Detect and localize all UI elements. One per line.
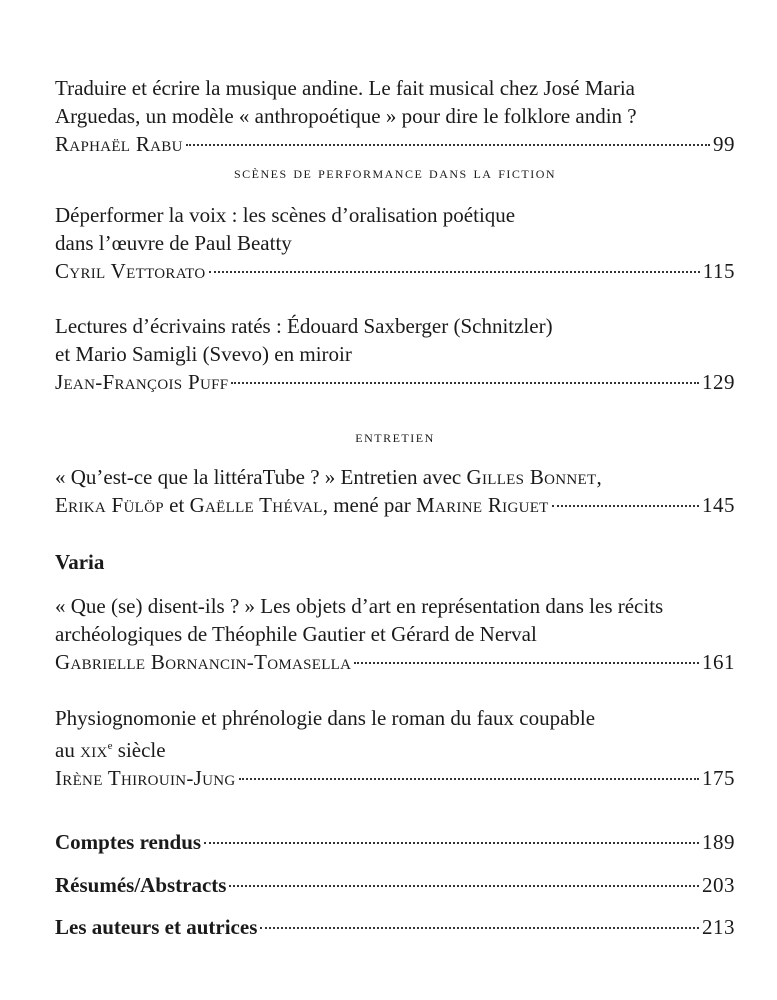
entry-author-row (55, 648, 735, 676)
dot-leader (354, 662, 699, 664)
entry-title-line: « Que (se) disent-ils ? » Les objets d’art en représentation dans les récits (55, 594, 664, 618)
interview-text: , (596, 465, 602, 489)
dot-leader (186, 144, 710, 146)
entry-title-line: archéologiques de Théophile Gautier et Gérard de Nerval (55, 622, 537, 646)
entry-page-number: 115 (702, 259, 735, 283)
entry-author: Raphaël Rabu (55, 132, 183, 156)
entry-author: Gabrielle Bornancin-Tomasella (55, 650, 352, 674)
back-matter-row (55, 871, 735, 899)
dot-leader (209, 271, 700, 273)
section-heading-performance: scènes de performance dans la fiction (233, 163, 557, 182)
entry-page-number: 99 (713, 132, 735, 156)
dot-leader (552, 505, 699, 507)
entry-title-line: Traduire et écrire la musique andine. Le fait musical chez José Maria (55, 76, 636, 100)
dot-leader (239, 778, 699, 780)
entry-author: Cyril Vettorato (55, 259, 206, 283)
section-heading-varia: Varia (55, 550, 105, 574)
entry-page-number: 129 (702, 370, 735, 394)
interview-name: Marine Riguet (416, 493, 549, 517)
interview-name: Gaëlle Théval (189, 493, 323, 517)
back-matter-row (55, 913, 735, 941)
toc-entry[interactable] (55, 201, 735, 285)
superscript: e (107, 740, 113, 752)
entry-author-row (55, 764, 735, 792)
dot-leader (229, 885, 699, 887)
entry-title-text: au (55, 738, 81, 762)
entry-page-number: 203 (702, 873, 735, 897)
entry-page-number: 213 (702, 915, 735, 939)
interview-text: « Qu’est-ce que la littéraTube ? » Entretien avec (55, 465, 467, 489)
toc-entry-auteurs[interactable] (55, 913, 735, 941)
interview-name: Erika Fülöp (55, 493, 164, 517)
entry-author: Jean-François Puff (55, 370, 229, 394)
toc-entry-interview[interactable] (55, 463, 735, 519)
entry-author: Irène Thirouin-Jung (55, 766, 236, 790)
entry-title-line (55, 732, 735, 764)
dot-leader (204, 842, 699, 844)
toc-entry[interactable] (55, 74, 735, 158)
dot-leader (231, 382, 699, 384)
toc-entry[interactable] (55, 312, 735, 396)
entry-page-number: 161 (702, 650, 735, 674)
entry-page-number: 175 (702, 766, 735, 790)
entry-page-number: 145 (702, 493, 735, 517)
entry-title-line: et Mario Samigli (Svevo) en miroir (55, 342, 352, 366)
entry-title-line: Déperformer la voix : les scènes d’oralisation poétique (55, 203, 516, 227)
dot-leader (260, 927, 699, 929)
entry-title-line: Arguedas, un modèle « anthropoétique » pour dire le folklore andin ? (55, 104, 637, 128)
toc-entry-resumes[interactable] (55, 871, 735, 899)
entry-page-number: 189 (702, 830, 735, 854)
toc-entry[interactable] (55, 592, 735, 676)
toc-entry[interactable] (55, 704, 735, 792)
interview-name: Gilles Bonnet (466, 465, 597, 489)
entry-title-line: Physiognomonie et phrénologie dans le roman du faux coupable (55, 706, 596, 730)
entry-title-line: Lectures d’écrivains ratés : Édouard Saxberger (Schnitzler) (55, 314, 553, 338)
back-matter-row (55, 828, 735, 856)
interview-line-1 (55, 463, 735, 491)
entry-author-row (55, 368, 735, 396)
entry-title-text: siècle (112, 738, 166, 762)
back-matter-label: Les auteurs et autrices (55, 915, 258, 939)
entry-author-row (55, 257, 735, 285)
entry-author-row (55, 130, 735, 158)
back-matter-label: Comptes rendus (55, 830, 202, 854)
back-matter-label: Résumés/Abstracts (55, 873, 227, 897)
century-numeral: xix (80, 738, 108, 762)
toc-entry-comptes-rendus[interactable] (55, 828, 735, 856)
interview-names (55, 491, 549, 519)
interview-line-2 (55, 491, 735, 519)
entry-title-line: dans l’œuvre de Paul Beatty (55, 231, 292, 255)
interview-text: , mené par (322, 493, 416, 517)
section-heading-entretien: entretien (355, 427, 435, 446)
interview-text: et (163, 493, 190, 517)
